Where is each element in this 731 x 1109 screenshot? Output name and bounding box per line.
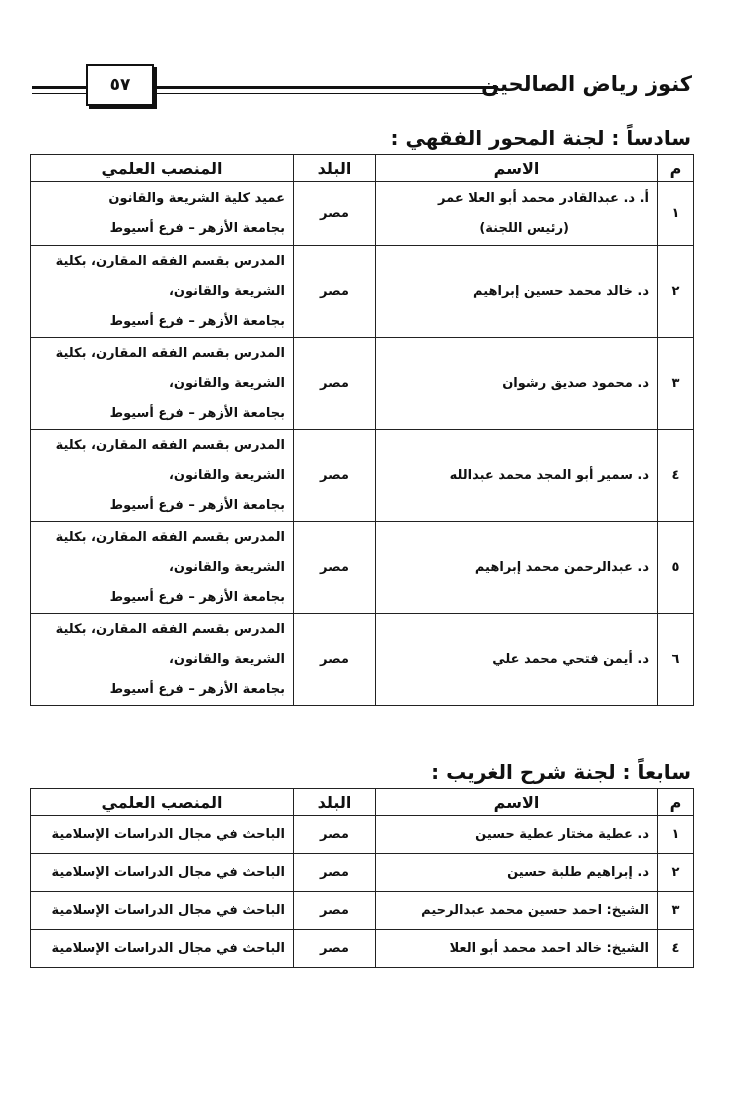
member-country: مصر (294, 430, 376, 522)
member-position-cell (31, 430, 294, 522)
table-row (31, 522, 694, 614)
member-country: مصر (294, 930, 376, 968)
member-name: د. عبدالرحمن محمد إبراهيم (376, 522, 658, 614)
table-row (31, 854, 694, 892)
page-header (32, 64, 694, 114)
col-header-position: المنصب العلمي (31, 789, 294, 816)
row-number: ١ (658, 816, 694, 854)
member-position-cell (31, 246, 294, 338)
committee-table-fiqh (30, 154, 694, 706)
position-line: المدرس بقسم الفقه المقارن، بكلية (55, 437, 285, 453)
member-name-cell (376, 182, 658, 246)
row-number: ٢ (658, 854, 694, 892)
position-line: الشريعة والقانون، (168, 651, 285, 667)
member-position-cell (31, 614, 294, 706)
member-name: د. أيمن فتحي محمد علي (376, 614, 658, 706)
member-name: د. عطية مختار عطية حسين (376, 816, 658, 854)
position-line: بجامعة الأزهر – فرع أسيوط (109, 405, 285, 421)
table-row (31, 246, 694, 338)
member-country: مصر (294, 816, 376, 854)
member-position-cell (31, 522, 294, 614)
row-number: ٢ (658, 246, 694, 338)
section7-title: سابعاً : لجنة شرح الغريب : (431, 760, 691, 784)
position-line: المدرس بقسم الفقه المقارن، بكلية (55, 529, 285, 545)
member-name: أ. د. عبدالقادر محمد أبو العلا عمر (438, 190, 649, 206)
position-line: عميد كلية الشريعة والقانون (108, 190, 285, 206)
position-line: الشريعة والقانون، (168, 559, 285, 575)
table-header-row (31, 155, 694, 182)
row-number: ٤ (658, 930, 694, 968)
position-line: المدرس بقسم الفقه المقارن، بكلية (55, 345, 285, 361)
position-line: بجامعة الأزهر – فرع أسيوط (109, 313, 285, 329)
position-line: المدرس بقسم الفقه المقارن، بكلية (55, 621, 285, 637)
table-row (31, 892, 694, 930)
position-line: بجامعة الأزهر – فرع أسيوط (109, 589, 285, 605)
position-line: بجامعة الأزهر – فرع أسيوط (109, 497, 285, 513)
member-name: د. سمير أبو المجد محمد عبدالله (376, 430, 658, 522)
member-country: مصر (294, 614, 376, 706)
member-country: مصر (294, 182, 376, 246)
position-line: الشريعة والقانون، (168, 283, 285, 299)
member-position: الباحث في مجال الدراسات الإسلامية (31, 816, 294, 854)
table-row (31, 930, 694, 968)
row-number: ١ (658, 182, 694, 246)
table-row (31, 614, 694, 706)
member-position-cell (31, 182, 294, 246)
col-header-position: المنصب العلمي (31, 155, 294, 182)
position-line: المدرس بقسم الفقه المقارن، بكلية (55, 253, 285, 269)
member-country: مصر (294, 892, 376, 930)
member-position: الباحث في مجال الدراسات الإسلامية (31, 854, 294, 892)
section6-title: سادساً : لجنة المحور الفقهي : (390, 126, 691, 150)
table-row (31, 816, 694, 854)
page-number-box (86, 64, 154, 106)
table-header-row (31, 789, 694, 816)
header-rule-left (32, 86, 86, 94)
row-number: ٣ (658, 338, 694, 430)
col-header-country: البلد (294, 789, 376, 816)
member-position: الباحث في مجال الدراسات الإسلامية (31, 930, 294, 968)
col-header-country: البلد (294, 155, 376, 182)
row-number: ٣ (658, 892, 694, 930)
member-country: مصر (294, 246, 376, 338)
position-line: الشريعة والقانون، (168, 467, 285, 483)
table-row (31, 182, 694, 246)
member-country: مصر (294, 854, 376, 892)
position-line: بجامعة الأزهر – فرع أسيوط (109, 220, 285, 236)
member-name: الشيخ: خالد احمد محمد أبو العلا (376, 930, 658, 968)
position-line: الشريعة والقانون، (168, 375, 285, 391)
member-position: الباحث في مجال الدراسات الإسلامية (31, 892, 294, 930)
book-title: كنوز رياض الصالحين (481, 72, 692, 96)
row-number: ٤ (658, 430, 694, 522)
col-header-name: الاسم (376, 789, 658, 816)
row-number: ٥ (658, 522, 694, 614)
member-name: د. إبراهيم طلبة حسين (376, 854, 658, 892)
member-country: مصر (294, 522, 376, 614)
page-number: ٥٧ (109, 75, 131, 95)
member-position-cell (31, 338, 294, 430)
member-country: مصر (294, 338, 376, 430)
committee-table-gharib (30, 788, 694, 968)
col-header-num: م (658, 155, 694, 182)
row-number: ٦ (658, 614, 694, 706)
member-name: الشيخ: احمد حسين محمد عبدالرحيم (376, 892, 658, 930)
col-header-num: م (658, 789, 694, 816)
position-line: بجامعة الأزهر – فرع أسيوط (109, 681, 285, 697)
member-name: د. خالد محمد حسين إبراهيم (376, 246, 658, 338)
member-role-note: (رئيس اللجنة) (479, 220, 569, 236)
header-rule-right (156, 86, 498, 94)
table-row (31, 338, 694, 430)
member-name: د. محمود صديق رشوان (376, 338, 658, 430)
table-row (31, 430, 694, 522)
col-header-name: الاسم (376, 155, 658, 182)
